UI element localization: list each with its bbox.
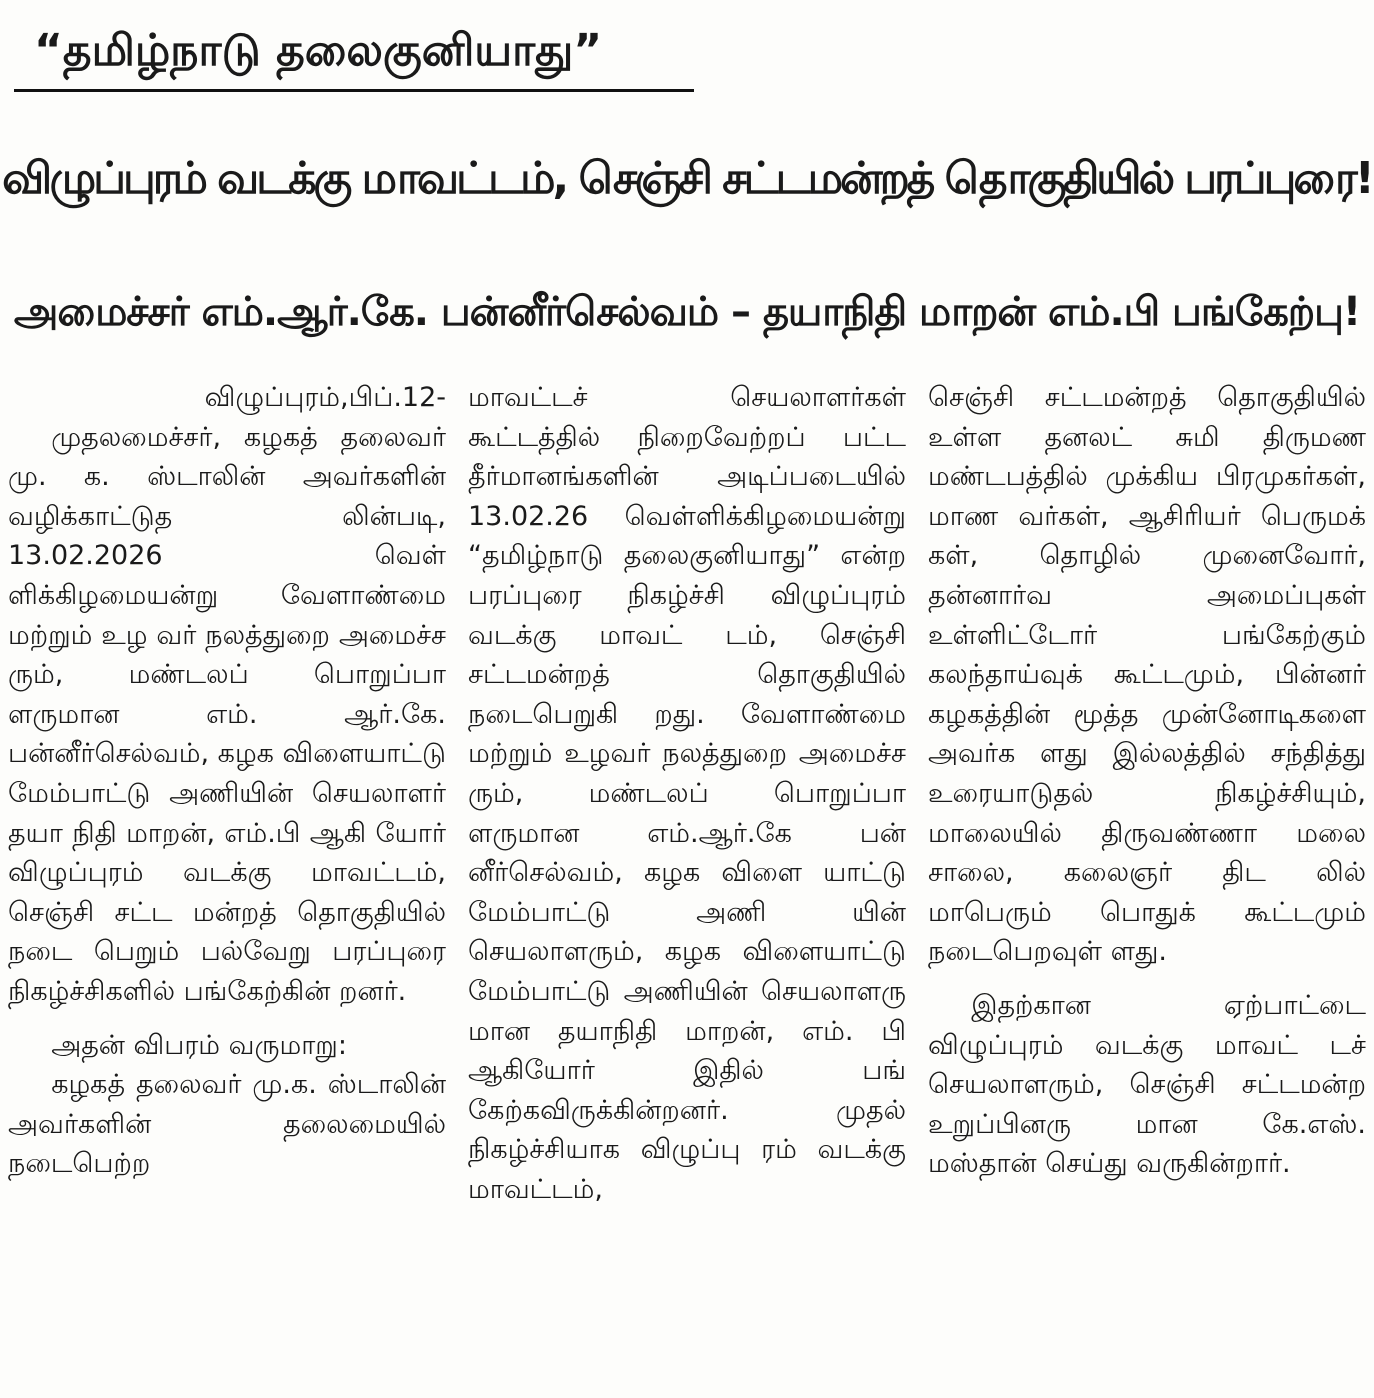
paragraph: செஞ்சி சட்டமன்றத் தொகுதியில் உள்ள தனலட் சுமி திருமண மண்டபத்தில் முக்கிய பிரமுகர்கள், மாண வர்கள், ஆசிரியர் பெருமக் கள், தொழில் முனைவோர், தன்னார்வ அமைப்புகள் உள்ளிட்டோர் பங்கேற்கும் கலந்தாய்வுக் கூட்டமும், பின்னர் கழகத்தின் மூத்த முன்னோடிகளை அவர்க ளது இல்லத்தில் சந்தித்து உரையாடுதல் நிகழ்ச்சியும், மாலையில் திருவண்ணா மலை சாலை, கலைஞர் திட லில் மாபெரும் பொதுக் கூட்டமும் நடைபெறவுள் ளது.: [928, 382, 1366, 968]
dateline: விழுப்புரம்,பிப்.12-: [204, 382, 446, 413]
article-headline: விழுப்புரம் வடக்கு மாவட்டம், செஞ்சி சட்டமன்றத் தொகுதியில் பரப்புரை!: [2, 153, 1372, 204]
body-column-1: [8, 378, 446, 1398]
body-column-3: [928, 378, 1366, 1398]
paragraph: அதன் விபரம் வருமாறு:: [51, 1029, 347, 1061]
article-body: [8, 378, 1368, 1398]
paragraph: முதலமைச்சர், கழகத் தலைவர் மு. க. ஸ்டாலின் அவர்களின் வழிக்காட்டுத லின்படி, 13.02.2026 வெள் ளிக்கிழமையன்று வேளாண்மை மற்றும் உழ வர் நலத்துறை அமைச்ச ரும், மண்டலப் பொறுப்பா ளருமான எம். ஆர்.கே. பன்னீர்செல்வம், கழக விளையாட்டு மேம்பாட்டு அணியின் செயலாளர் தயா நிதி மாறன், எம்.பி ஆகி யோர் விழுப்புரம் வடக்கு மாவட்டம், செஞ்சி சட்ட மன்றத் தொகுதியில் நடை பெறும் பல்வேறு பரப்புரை நிகழ்ச்சிகளில் பங்கேற்கின் றனர்.: [8, 421, 446, 1007]
paragraph: கழகத் தலைவர் மு.க. ஸ்டாலின் அவர்களின் தலைமையில் நடைபெற்ற: [8, 1069, 446, 1180]
article-subheadline: அமைச்சர் எம்.ஆர்.கே. பன்னீர்செல்வம் – தயாநிதி மாறன் எம்.பி பங்கேற்பு!: [13, 289, 1361, 335]
article-kicker: “தமிழ்நாடு தலைகுனியாது”: [14, 16, 694, 92]
paragraph: இதற்கான ஏற்பாட்டை விழுப்புரம் வடக்கு மாவட் டச் செயலாளரும், செஞ்சி சட்டமன்ற உறுப்பினரு மான கே.எஸ். மஸ்தான் செய்து வருகின்றார்.: [928, 989, 1366, 1180]
paragraph: மாவட்டச் செயலாளர்கள் கூட்டத்தில் நிறைவேற்றப் பட்ட தீர்மானங்களின் அடிப்படையில் 13.02.26 வெள்ளிக்கிழமையன்று “தமிழ்நாடு தலைகுனியாது” என்ற பரப்புரை நிகழ்ச்சி விழுப்புரம் வடக்கு மாவட் டம், செஞ்சி சட்டமன்றத் தொகுதியில் நடைபெறுகி றது. வேளாண்மை மற்றும் உழவர் நலத்துறை அமைச்ச ரும், மண்டலப் பொறுப்பா ளருமான எம்.ஆர்.கே பன் னீர்செல்வம், கழக விளை யாட்டு மேம்பாட்டு அணி யின் செயலாளரும், கழக விளையாட்டு மேம்பாட்டு அணியின் செயலாளரு மான தயாநிதி மாறன், எம். பி ஆகியோர் இதில் பங் கேற்கவிருக்கின்றனர். முதல் நிகழ்ச்சியாக விழுப்பு ரம் வடக்கு மாவட்டம்,: [468, 382, 906, 1205]
body-column-2: [468, 378, 906, 1398]
